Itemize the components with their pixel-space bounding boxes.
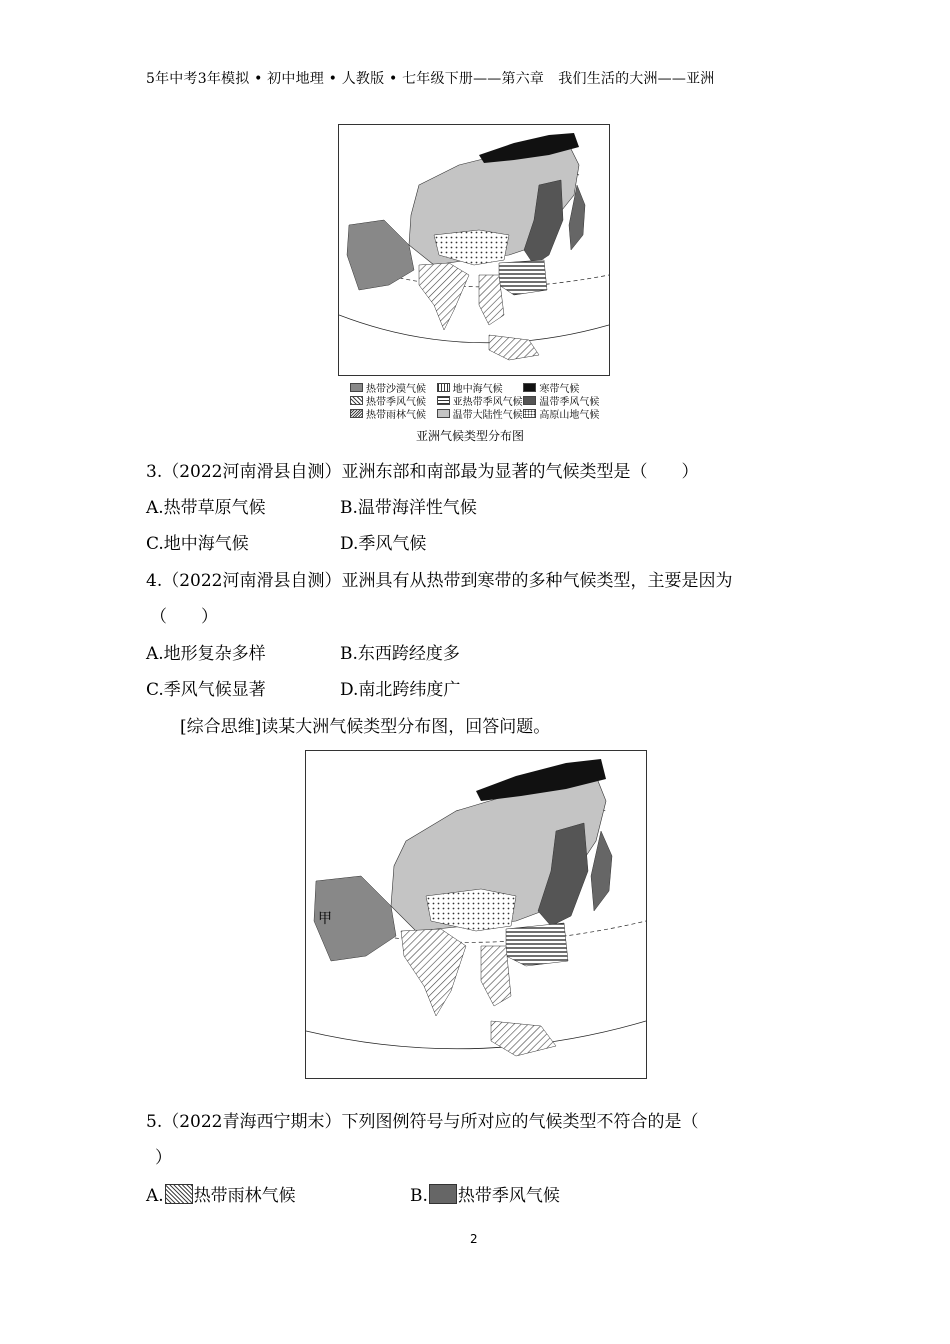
swatch-icon xyxy=(523,396,536,405)
q3-option-b: B.温带海洋性气候 xyxy=(340,498,477,518)
question-3-stem: 3.（2022河南滑县自测）亚洲东部和南部最为显著的气候类型是（ ） xyxy=(146,462,699,482)
question-5-stem: 5.（2022青海西宁期末）下列图例符号与所对应的气候类型不符合的是（ xyxy=(146,1112,699,1132)
legend-label: 地中海气候 xyxy=(452,384,503,395)
swatch-icon xyxy=(350,396,363,405)
question-4-stem: 4.（2022河南滑县自测）亚洲具有从热带到寒带的多种气候类型，主要是因为 xyxy=(146,571,733,591)
swatch-icon xyxy=(350,409,363,418)
page-header: 5年中考3年模拟 • 初中地理 • 人教版 • 七年级下册——第六章 我们生活的大洲——亚洲 xyxy=(146,71,715,87)
option-prefix: A. xyxy=(146,1186,164,1206)
legend-label: 寒带气候 xyxy=(539,384,580,395)
option-prefix: B. xyxy=(410,1186,428,1206)
asia-climate-map xyxy=(338,124,610,376)
q3-option-a: A.热带草原气候 xyxy=(146,498,266,518)
q3-option-c: C.地中海气候 xyxy=(146,534,249,554)
map-label-jia: 甲 xyxy=(318,911,332,927)
map-legend xyxy=(350,381,610,420)
legend-label: 亚热带季风气候 xyxy=(452,397,523,408)
q4-option-c: C.季风气候显著 xyxy=(146,680,266,700)
swatch-icon xyxy=(523,383,536,392)
diagonal-swatch-icon xyxy=(165,1184,193,1204)
legend-label: 温带大陆性气候 xyxy=(452,410,523,421)
q4-option-a: A.地形复杂多样 xyxy=(146,644,266,664)
map-caption: 亚洲气候类型分布图 xyxy=(416,429,525,443)
question-5-stem-cont: ） xyxy=(155,1148,172,1168)
legend-label: 高原山地气候 xyxy=(539,410,600,421)
page-number: 2 xyxy=(470,1232,478,1246)
legend-label: 热带沙漠气候 xyxy=(366,384,426,395)
swatch-icon xyxy=(437,396,450,405)
q5-option-b xyxy=(410,1184,560,1207)
question-4-stem-cont: （ ） xyxy=(150,607,218,627)
q5-option-a xyxy=(146,1184,296,1207)
continent-climate-map xyxy=(305,750,647,1079)
swatch-icon xyxy=(523,409,536,418)
q3-option-d: D.季风气候 xyxy=(340,534,427,554)
swatch-icon xyxy=(437,409,450,418)
legend-label: 热带雨林气候 xyxy=(366,410,426,421)
option-label: 热带季风气候 xyxy=(457,1186,560,1206)
option-label: 热带雨林气候 xyxy=(193,1186,296,1206)
q4-option-b: B.东西跨经度多 xyxy=(340,644,460,664)
swatch-icon xyxy=(437,383,450,392)
legend-label: 温带季风气候 xyxy=(539,397,600,408)
intro-text: [综合思维]读某大洲气候类型分布图，回答问题。 xyxy=(180,717,551,737)
swatch-icon xyxy=(350,383,363,392)
q4-option-d: D.南北跨纬度广 xyxy=(340,680,461,700)
legend-label: 热带季风气候 xyxy=(366,397,426,408)
gray-swatch-icon xyxy=(429,1184,457,1204)
